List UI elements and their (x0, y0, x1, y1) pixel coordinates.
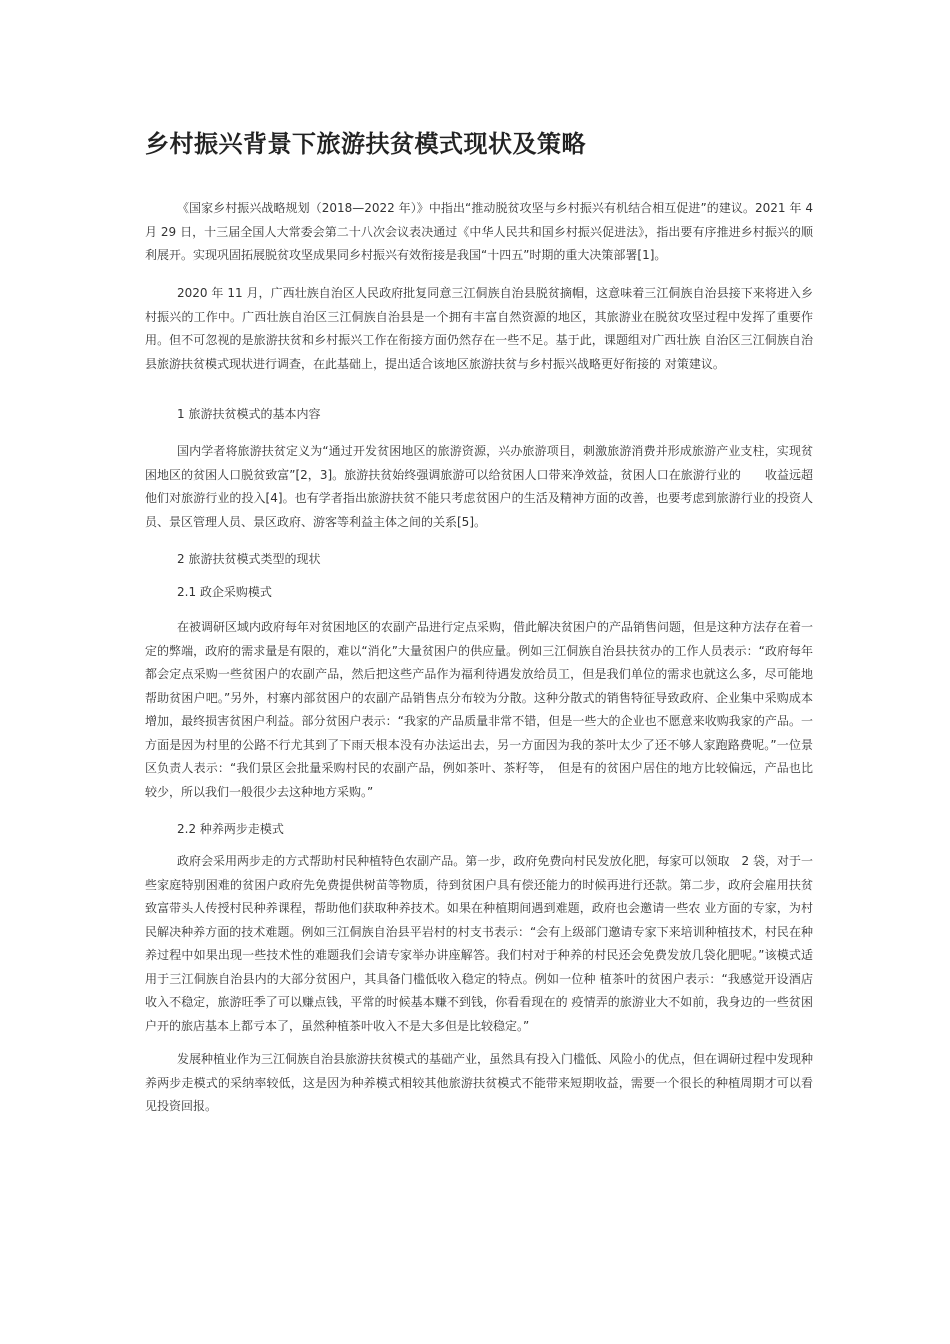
paragraph-planting: 发展种植业作为三江侗族自治县旅游扶贫模式的基础产业，虽然具有投入门槛低、风险小的优点，但在调研过程中发现种养两步走模式的采纳率较低，这是因为种养模式相较其他旅游扶贫模式不能带来短期收益，需要一个很长的种植周期才可以看见投资回报。 (145, 1052, 814, 1113)
paragraph-procurement: 在被调研区域内政府每年对贫困地区的农副产品进行定点采购，借此解决贫困户的产品销售问题，但是这种方法存在着一定的弊端，政府的需求量是有限的，难以“消化”大量贫困户的供应量。例如三江侗族自治县扶贫办的工作人员表示：“政府每年都会定点采购一些贫困户的农副产品，然后把这些产品作为福利待遇发放给员工，但是我们单位的需求也就这么多，尽可能地帮助贫困户吧。”另外，村寨内部贫困户的农副产品销售点分布较为分散。这种分散式的销售特征导致政府、企业集中采购成本增加，最终损害贫困户利益。部分贫困户表示：“我家的产品质量非常不错，但是一些大的企业也不愿意来收购我家的产品。一方面是因为村里的公路不行尤其到了下雨天根本没有办法运出去，另一方面因为我的茶叶太少了还不够人家跑路费呢。”一位景区负责人表示：“我们景区会批量采购村民的农副产品，例如茶叶、茶籽等， 但是有的贫困户居住的地方比较偏远，产品也比较少，所以我们一般很少去这种地方采购。” (145, 620, 814, 799)
section-heading-2-2: 2.2 种养两步走模式 (177, 822, 284, 836)
section-heading-1: 1 旅游扶贫模式的基本内容 (177, 407, 321, 421)
paragraph-background: 2020 年 11 月，广西壮族自治区人民政府批复同意三江侗族自治县脱贫摘帽，这意味着三江侗族自治县接下来将进入乡村振兴的工作中。广西壮族自治区三江侗族自治县是一个拥有丰富自然资源的地区，其旅游业在脱贫攻坚过程中发挥了重要作用。但不可忽视的是旅游扶贫和乡村振兴工作在衔接方面仍然存在一些不足。基于此，课题组对广西壮族 自治区三江侗族自治县旅游扶贫模式现状进行调查，在此基础上，提出适合该地区旅游扶贫与乡村振兴战略更好衔接的 对策建议。 (145, 286, 813, 371)
document-title: 乡村振兴背景下旅游扶贫模式现状及策略 (145, 130, 586, 158)
section-heading-2: 2 旅游扶贫模式类型的现状 (177, 552, 321, 566)
paragraph-definition: 国内学者将旅游扶贫定义为“通过开发贫困地区的旅游资源，兴办旅游项目，刺激旅游消费并形成旅游产业支柱，实现贫困地区的贫困人口脱贫致富”[2，3]。旅游扶贫始终强调旅游可以给贫困人口带来净效益，贫困人口在旅游行业的 收益远超他们对旅游行业的投入[4]。也有学者指出旅游扶贫不能只考虑贫困户的生活及精神方面的改善，也要考虑到旅游行业的投资人员、景区管理人员、景区政府、游客等利益主体之间的关系[5]。 (145, 444, 813, 529)
paragraph-two-step: 政府会采用两步走的方式帮助村民种植特色农副产品。第一步，政府免费向村民发放化肥，每家可以领取 2 袋，对于一些家庭特别困难的贫困户政府先免费提供树苗等物质，待到贫困户具有偿还能力的时候再进行还款。第二步，政府会雇用扶贫致富带头人传授村民种养课程，帮助他们获取种养技术。如果在种植期间遇到难题，政府也会邀请一些农 业方面的专家，为村民解决种养方面的技术难题。例如三江侗族自治县平岩村的村支书表示：“会有上级部门邀请专家下来培训种植技术，村民在种养过程中如果出现一些技术性的难题我们会请专家举办讲座解答。我们村对于种养的村民还会免费发放几袋化肥呢。”该模式适用于三江侗族自治县内的大部分贫困户，其具备门槛低收入稳定的特点。例如一位种 植茶叶的贫困户表示：“我感觉开设酒店收入不稳定，旅游旺季了可以赚点钱，平常的时候基本赚不到钱，你看看现在的 疫情弄的旅游业大不如前，我身边的一些贫困户开的旅店基本上都亏本了，虽然种植茶叶收入不是大多但是比较稳定。” (145, 854, 813, 1033)
paragraph-intro: 《国家乡村振兴战略规划（2018—2022 年）》中指出“推动脱贫攻坚与乡村振兴有机结合相互促进”的建议。2021 年 4 月 29 日，十三届全国人大常委会第二十八次会议表决通过《中华人民共和国乡村振兴促进法》，指出要有序推进乡村振兴的顺利展开。实现巩固拓展脱贫攻坚成果同乡村振兴有效衔接是我国“十四五”时期的重大决策部署[1]。 (145, 201, 813, 262)
section-heading-2-1: 2.1 政企采购模式 (177, 585, 272, 599)
